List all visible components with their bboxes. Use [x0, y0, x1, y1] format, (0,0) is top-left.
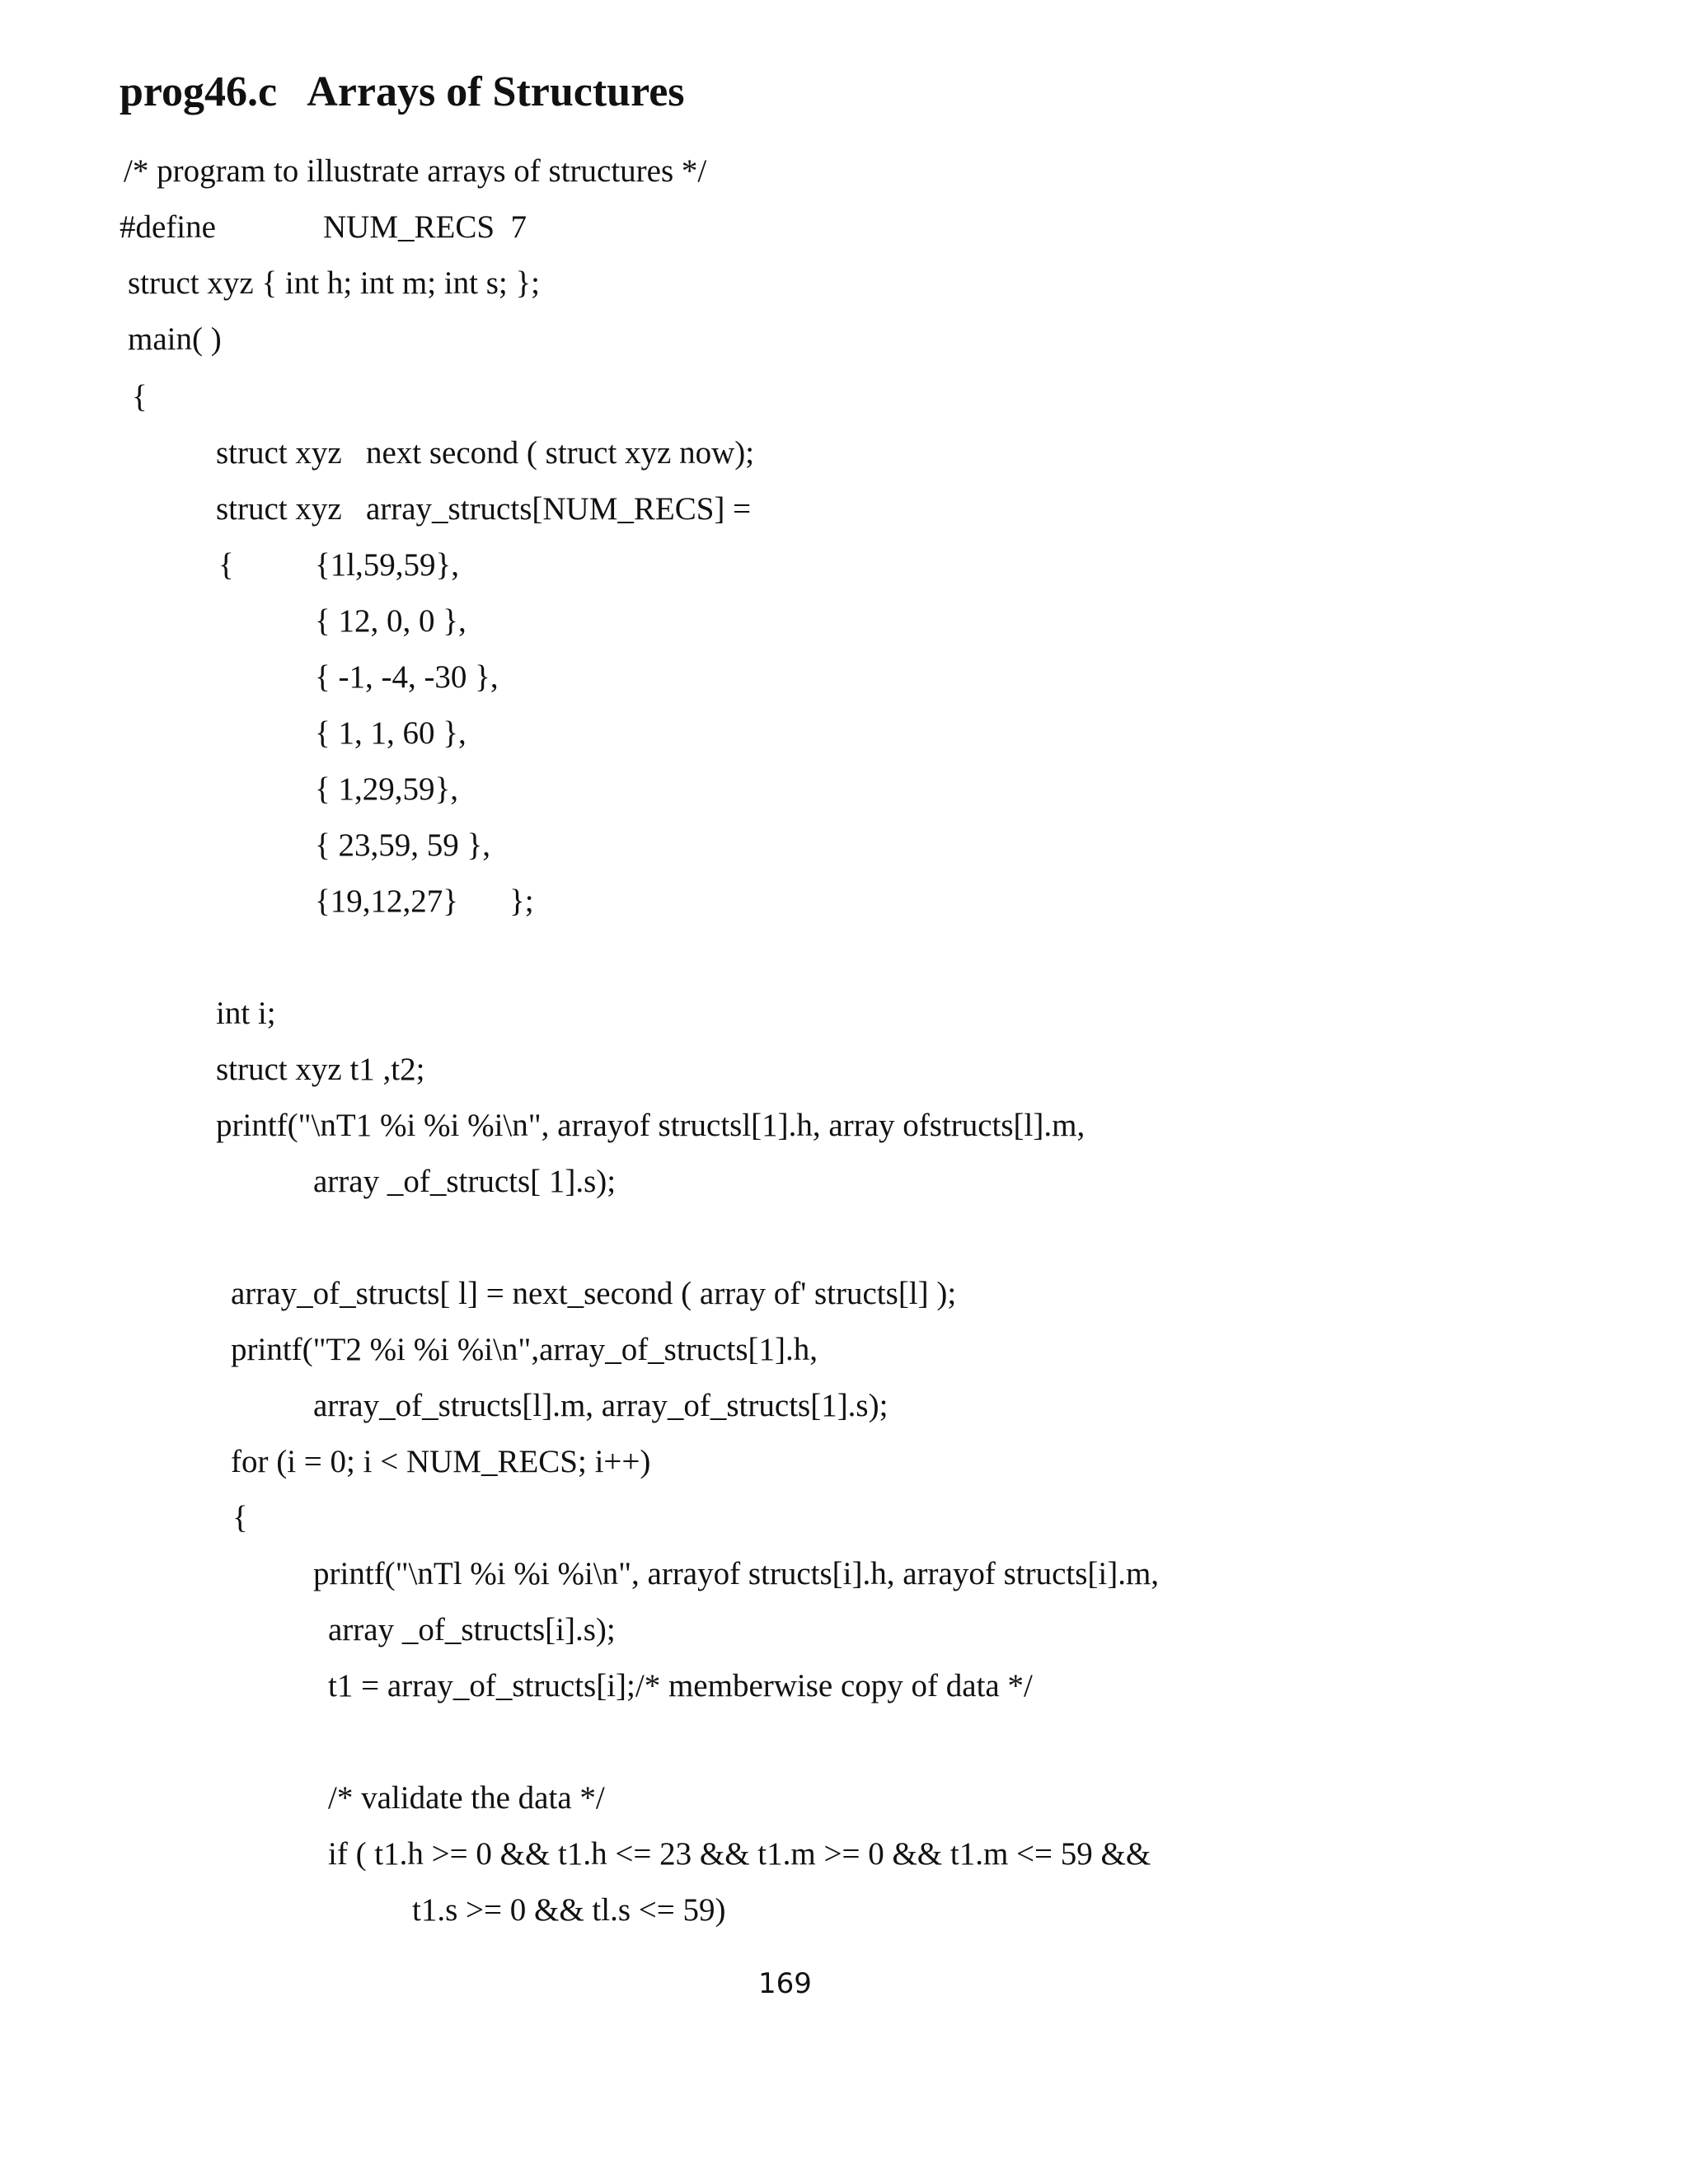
code-line: printf("\nT1 %i %i %i\n", arrayof structsl[1].h, array ofstructs[l].m,: [216, 1108, 1085, 1143]
struct-declaration: struct xyz { int h; int m; int s; };: [128, 265, 541, 301]
page-number: 169: [758, 1967, 812, 2000]
initializer-row: { 1, 1, 60 },: [315, 715, 467, 751]
initializer-row: { 12, 0, 0 },: [315, 603, 467, 639]
define-directive: #define: [120, 209, 216, 245]
initializer-close-brace: };: [509, 883, 534, 919]
code-line: t1 = array_of_structs[i];/* memberwise copy of data */: [328, 1668, 1033, 1704]
code-line: printf("\nTl %i %i %i\n", arrayof structs[i].h, arrayof structs[i].m,: [313, 1556, 1160, 1591]
initializer-open-brace: {: [218, 547, 234, 583]
code-comment-line: /* program to illustrate arrays of structures */: [124, 153, 707, 189]
code-line: printf("T2 %i %i %i\n",array_of_structs[1].h,: [231, 1332, 818, 1367]
code-line: array_of_structs[l].m, array_of_structs[1].s);: [313, 1388, 889, 1423]
main-open-brace: {: [132, 379, 148, 415]
main-signature: main( ): [128, 321, 222, 357]
code-line: struct xyz array_structs[NUM_RECS] =: [216, 491, 752, 527]
initializer-row: {1l,59,59},: [315, 547, 460, 583]
code-line: int i;: [216, 996, 276, 1031]
initializer-row: { 23,59, 59 },: [315, 827, 490, 863]
code-line: array_of_structs[ l] = next_second ( array of' structs[l] );: [231, 1276, 957, 1311]
page-title: prog46.c Arrays of Structures: [120, 68, 685, 115]
code-line: array _of_structs[ 1].s);: [313, 1164, 617, 1199]
code-line: struct xyz next second ( struct xyz now);: [216, 435, 755, 471]
initializer-row: {19,12,27}: [315, 883, 458, 919]
define-value: NUM_RECS 7: [323, 209, 528, 245]
code-comment-line: /* validate the data */: [328, 1780, 605, 1816]
code-line: array _of_structs[i].s);: [328, 1612, 616, 1647]
for-loop-header: for (i = 0; i < NUM_RECS; i++): [231, 1444, 651, 1479]
code-line: struct xyz t1 ,t2;: [216, 1052, 425, 1087]
code-line: t1.s >= 0 && tl.s <= 59): [412, 1892, 726, 1928]
initializer-row: { 1,29,59},: [315, 771, 458, 807]
code-line: if ( t1.h >= 0 && t1.h <= 23 && t1.m >= 0 && t1.m <= 59 &&: [328, 1836, 1151, 1872]
initializer-row: { -1, -4, -30 },: [315, 659, 499, 695]
for-loop-open-brace: {: [232, 1500, 248, 1535]
